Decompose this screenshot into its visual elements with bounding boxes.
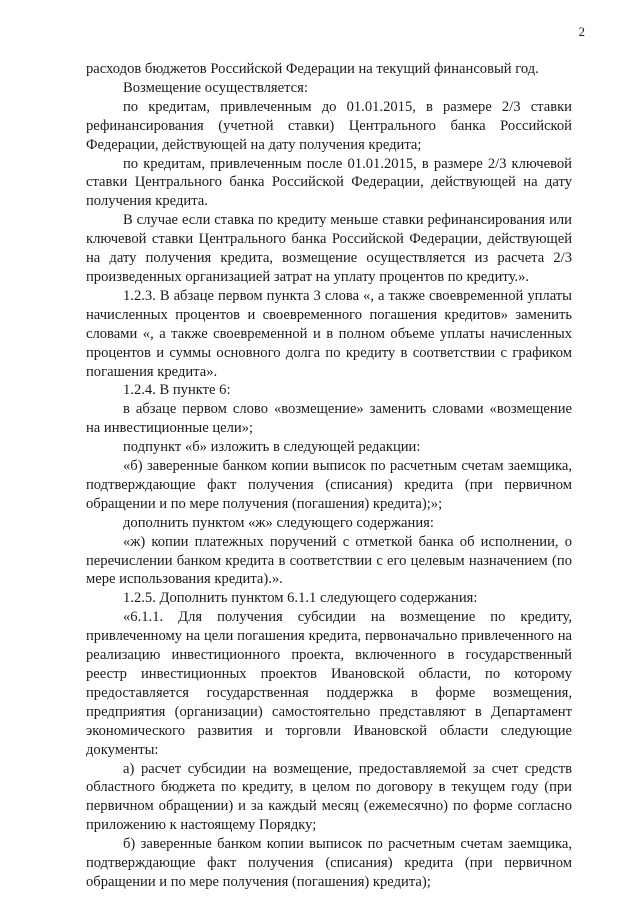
paragraph: «б) заверенные банком копии выписок по расчетным счетам заемщика, подтверждающие факт получения (списания) кредита (при первичном обращении и по мере получения (погашения) кредита);»; (86, 458, 572, 512)
page-number: 2 (578, 24, 585, 39)
paragraph-continuation: расходов бюджетов Российской Федерации на текущий финансовый год. (86, 61, 539, 77)
paragraph: «6.1.1. Для получения субсидии на возмещение по кредиту, привлеченному на цели погашения кредита, первоначально привлеченного на реализацию инвестиционного проекта, включенного в государственный реестр инвестиционных проектов Ивановской области, по которому предоставляется государственная поддержка в форме возмещения, предприятия (организации) самостоятельно представляют в Департамент экономического развития и торговли Ивановской области следующие документы: (86, 609, 572, 758)
paragraph: а) расчет субсидии на возмещение, предоставляемой за счет средств областного бюджета по кредиту, в целом по договору в текущем году (при первичном обращении) и за каждый месяц (ежемесячно) по форме согласно приложению к настоящему Порядку; (86, 760, 572, 834)
paragraph: б) заверенные банком копии выписок по расчетным счетам заемщика, подтверждающие факт получения (списания) кредита (при первичном обращении и по мере получения (погашения) кредита); (86, 836, 572, 890)
paragraph: подпункт «б» изложить в следующей редакции: (123, 439, 421, 456)
paragraph: по кредитам, привлеченным до 01.01.2015, в размере 2/3 ставки рефинансирования (учетной ставки) Центрального банка Российской Федерации, действующей на дату получения кредита; (86, 98, 572, 153)
paragraph: Возмещение осуществляется: (123, 79, 308, 96)
paragraph: 1.2.5. Дополнить пунктом 6.1.1 следующего содержания: (123, 590, 478, 607)
paragraph: по кредитам, привлеченным после 01.01.2015, в размере 2/3 ключевой ставки Центрального банка Российской Федерации, действующей на дату получения кредита. (86, 155, 572, 210)
document-body (86, 60, 572, 892)
paragraph: «ж) копии платежных поручений с отметкой банка об исполнении, о перечислении банком кредита в соответствии с его целевым назначением (по мере использования кредита).». (86, 533, 572, 588)
paragraph: 1.2.4. В пункте 6: (123, 382, 231, 399)
paragraph: в абзаце первом слово «возмещение» заменить словами «возмещение на инвестиционные цели»; (86, 401, 572, 437)
paragraph: 1.2.3. В абзаце первом пункта 3 слова «, а также своевременной уплаты начисленных процентов и своевременного погашения кредитов» заменить словами «, а также своевременной и в полном объеме уплаты начисленных процентов и суммы основного долга по кредиту в соответствии с графиком погашения кредита». (86, 287, 572, 380)
paragraph: В случае если ставка по кредиту меньше ставки рефинансирования или ключевой ставки Центрального банка Российской Федерации, действующей на дату получения кредита, возмещение осуществляется из расчета 2/3 произведенных организацией затрат на уплату процентов по кредиту.». (86, 212, 572, 285)
paragraph: дополнить пунктом «ж» следующего содержания: (123, 514, 434, 531)
